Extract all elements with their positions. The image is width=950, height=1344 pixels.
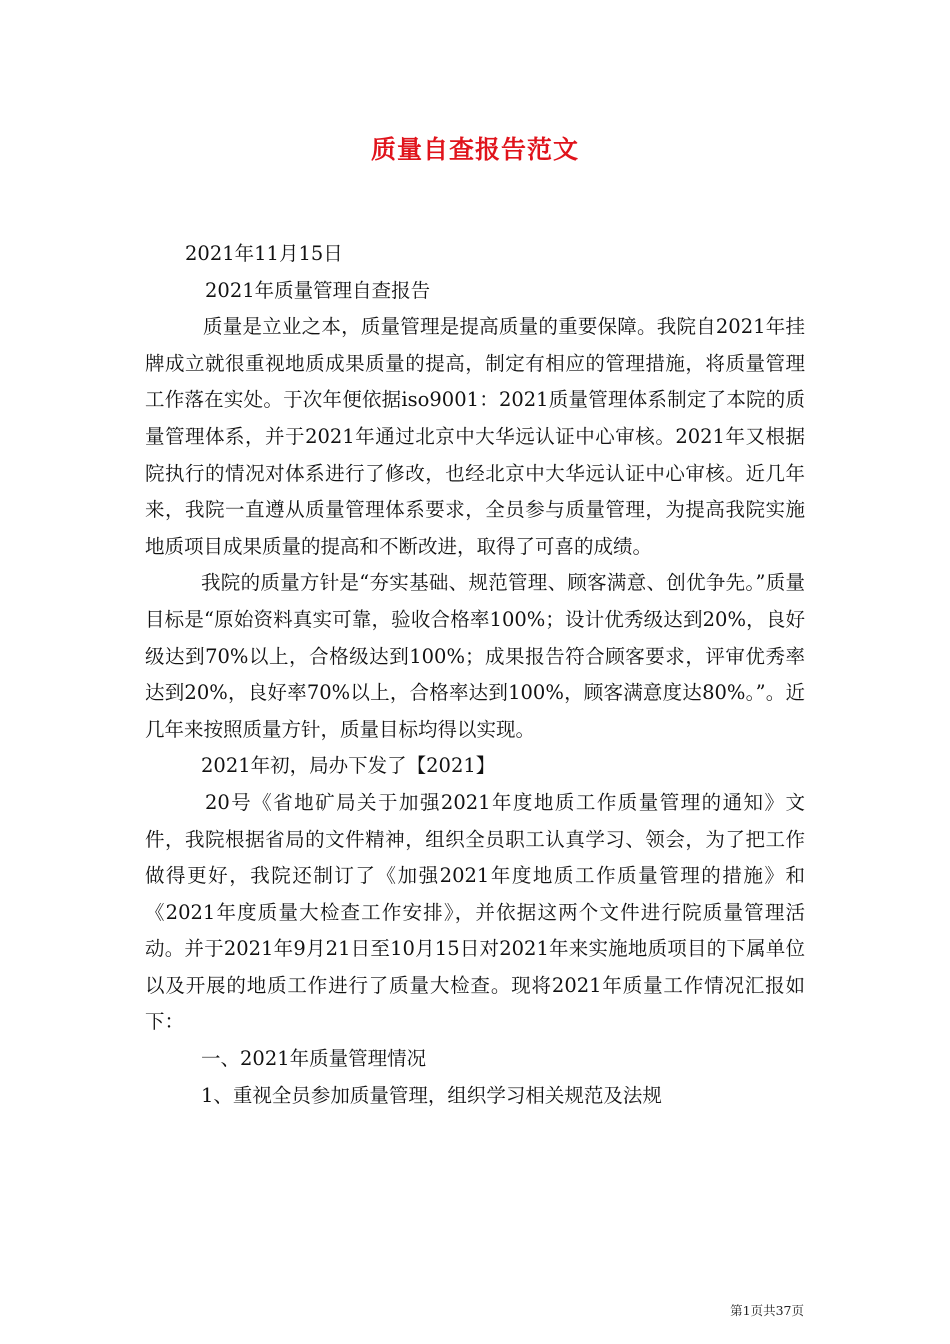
body-paragraph: 质量是立业之本，质量管理是提高质量的重要保障。我院自2021年挂牌成立就很重视地质成果质量的提高，制定有相应的管理措施，将质量管理工作落在实处。于次年便依据iso9001：2021质量管理体系制定了本院的质量管理体系，并于2021年通过北京中大华远认证中心审核。2021年又根据院执行的情况对体系进行了修改，也经北京中大华远认证中心审核。近几年来，我院一直遵从质量管理体系要求，全员参与质量管理，为提高我院实施地质项目成果质量的提高和不断改进，取得了可喜的成绩。 — [145, 315, 805, 558]
document-title: 质量自查报告范文 — [370, 135, 579, 164]
section-heading: 一、2021年质量管理情况 — [201, 1047, 427, 1071]
body-paragraph: 2021年初，局办下发了【2021】 — [201, 754, 496, 778]
subsection-heading: 1、重视全员参加质量管理，组织学习相关规范及法规 — [201, 1083, 662, 1107]
report-date: 2021年11月15日 — [185, 242, 343, 265]
body-paragraph: 我院的质量方针是“夯实基础、规范管理、顾客满意、创优争先。”质量目标是“原始资料真实可靠，验收合格率100%；设计优秀级达到20%，良好级达到70%以上，合格级达到100%；成果报告符合顾客要求，评审优秀率达到20%，良好率70%以上，合格率达到100%，顾客满意度达80%。”。近几年来按照质量方针，质量目标均得以实现。 — [145, 571, 805, 741]
page-number: 第1页共37页 — [730, 1303, 804, 1318]
document-body — [145, 236, 805, 1114]
report-heading: 2021年质量管理自查报告 — [205, 278, 431, 302]
body-paragraph: 20号《省地矿局关于加强2021年度地质工作质量管理的通知》文件，我院根据省局的文件精神，组织全员职工认真学习、领会，为了把工作做得更好，我院还制订了《加强2021年度地质工作质量管理的措施》和《2021年度质量大检查工作安排》，并依据这两个文件进行院质量管理活动。并于2021年9月21日至10月15日对2021年来实施地质项目的下属单位以及开展的地质工作进行了质量大检查。现将2021年质量工作情况汇报如下： — [145, 790, 805, 1034]
